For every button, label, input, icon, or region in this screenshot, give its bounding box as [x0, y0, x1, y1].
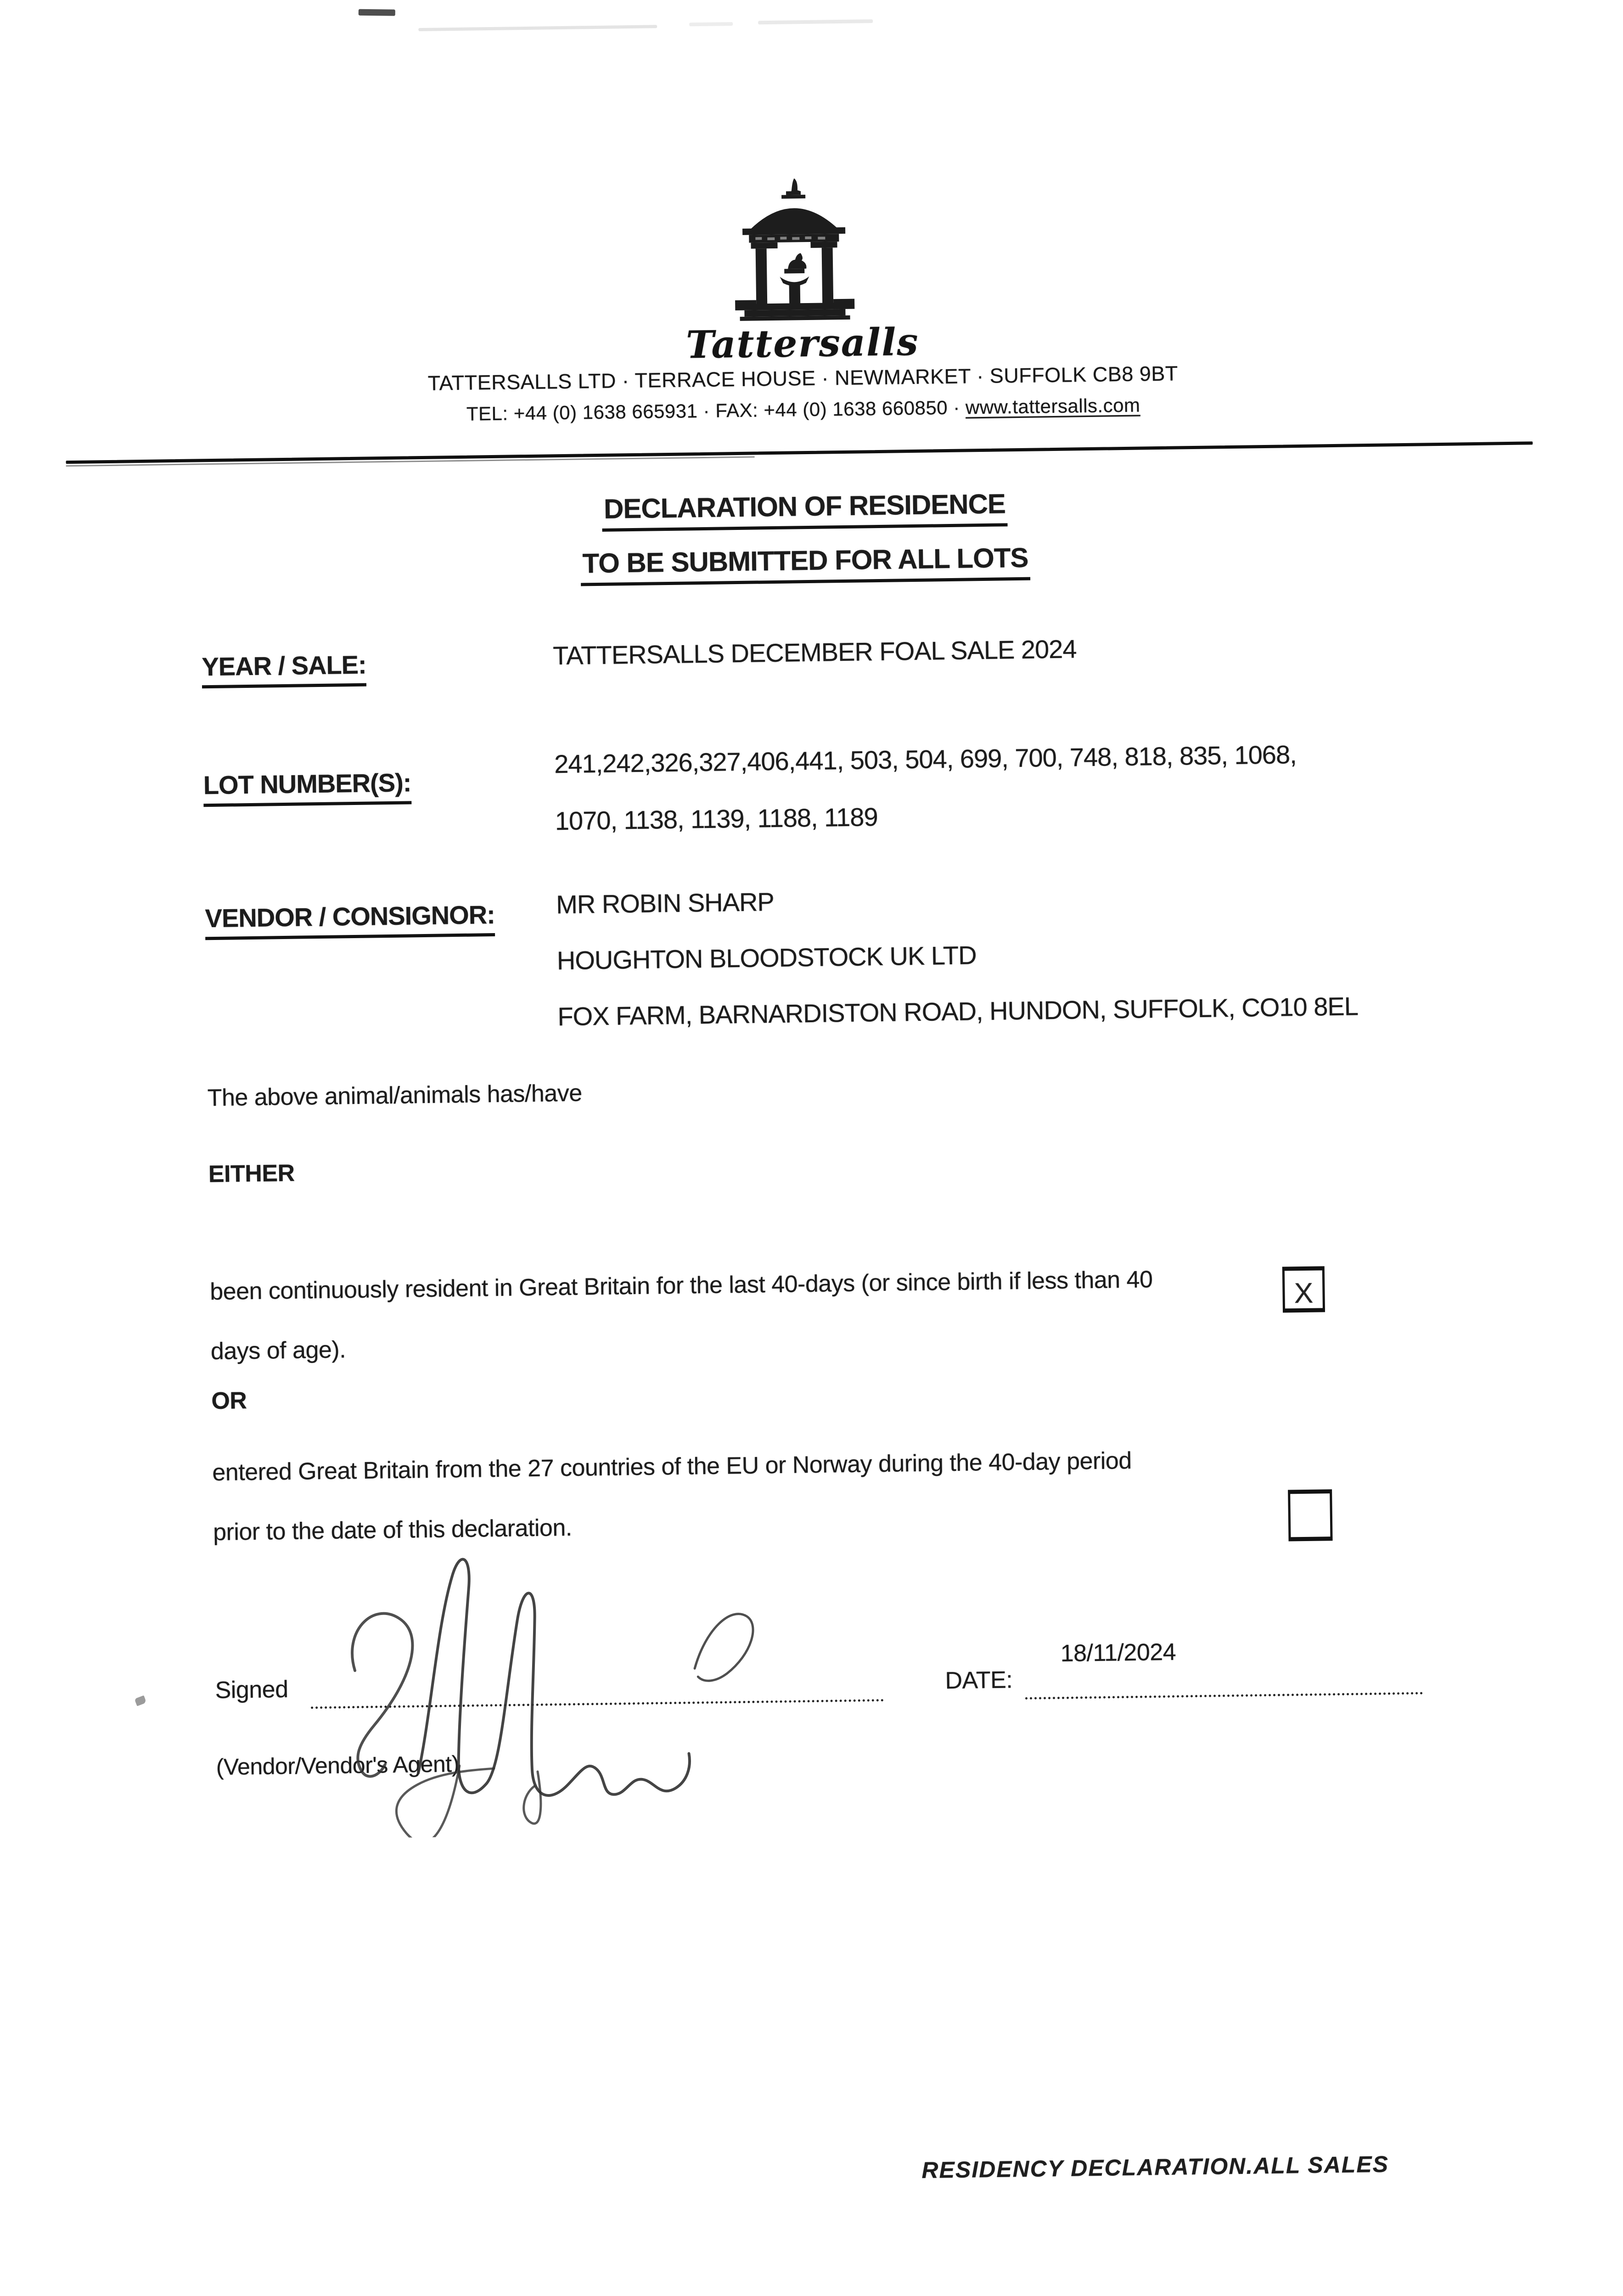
document-title-line2: TO BE SUBMITTED FOR ALL LOTS	[0, 534, 1617, 594]
tel-fax-text: TEL: +44 (0) 1638 665931 · FAX: +44 (0) 1638 660850 ·	[466, 396, 966, 425]
tattersalls-rotunda-logo	[724, 174, 864, 327]
website-link[interactable]: www.tattersalls.com	[965, 394, 1140, 418]
scan-artifact	[418, 25, 657, 31]
date-label: DATE:	[945, 1666, 1013, 1694]
field-value-year-sale: TATTERSALLS DECEMBER FOAL SALE 2024	[552, 634, 1077, 670]
handwritten-signature	[277, 1511, 814, 1839]
fox-statue	[780, 253, 809, 304]
declaration-intro: The above animal/animals has/have	[207, 1080, 583, 1112]
option-entered-line2: prior to the date of this declaration.	[213, 1514, 573, 1546]
signature-stroke	[416, 1556, 690, 1797]
document-title-line1: DECLARATION OF RESIDENCE	[0, 480, 1616, 540]
checkbox-resident-mark: X	[1294, 1277, 1314, 1310]
signature-stroke	[694, 1614, 754, 1681]
field-value-vendor-address: FOX FARM, BARNARDISTON ROAD, HUNDON, SUFFOLK, CO10 8EL	[557, 991, 1359, 1031]
field-label-lot-numbers: LOT NUMBER(S):	[203, 767, 411, 807]
option-resident-line2: days of age).	[210, 1336, 346, 1365]
either-label: EITHER	[208, 1159, 295, 1188]
checkbox-entered[interactable]	[1288, 1489, 1332, 1541]
header-divider	[66, 441, 1533, 464]
header-address-line: TATTERSALLS LTD · TERRACE HOUSE · NEWMARKET · SUFFOLK CB8 9BT	[427, 361, 1179, 395]
signature-stroke	[396, 1765, 495, 1839]
finial-statue	[791, 178, 800, 192]
field-label-vendor-consignor: VENDOR / CONSIGNOR:	[205, 900, 495, 940]
option-entered-line1: entered Great Britain from the 27 countries of the EU or Norway during the 40-day period	[212, 1447, 1132, 1486]
footer-reference: RESIDENCY DECLARATION.ALL SALES	[921, 2151, 1389, 2183]
field-label-year-sale: YEAR / SALE:	[202, 650, 366, 689]
scan-artifact	[758, 19, 873, 24]
date-value: 18/11/2024	[1060, 1638, 1176, 1667]
vendor-agent-note: (Vendor/Vendor's Agent)	[216, 1751, 460, 1780]
dome	[750, 208, 837, 229]
signature-stroke	[352, 1613, 414, 1777]
checkbox-resident[interactable]	[1282, 1266, 1325, 1312]
field-value-lot-numbers-line2: 1070, 1138, 1139, 1188, 1189	[555, 802, 878, 836]
or-label: OR	[211, 1387, 247, 1415]
signed-label: Signed	[215, 1676, 288, 1704]
scan-artifact	[359, 9, 395, 16]
field-value-vendor-company: HOUGHTON BLOODSTOCK UK LTD	[556, 940, 977, 975]
field-value-vendor-name: MR ROBIN SHARP	[556, 887, 775, 919]
field-value-lot-numbers-line1: 241,242,326,327,406,441, 503, 504, 699, 700, 748, 818, 835, 1068,	[554, 740, 1297, 779]
brand-script-wordmark: Tattersalls	[685, 320, 920, 367]
scan-artifact	[689, 22, 733, 26]
option-resident-line1: been continuously resident in Great Britain for the last 40-days (or since birth if less than 40	[209, 1266, 1153, 1306]
scan-artifact	[135, 1695, 147, 1706]
